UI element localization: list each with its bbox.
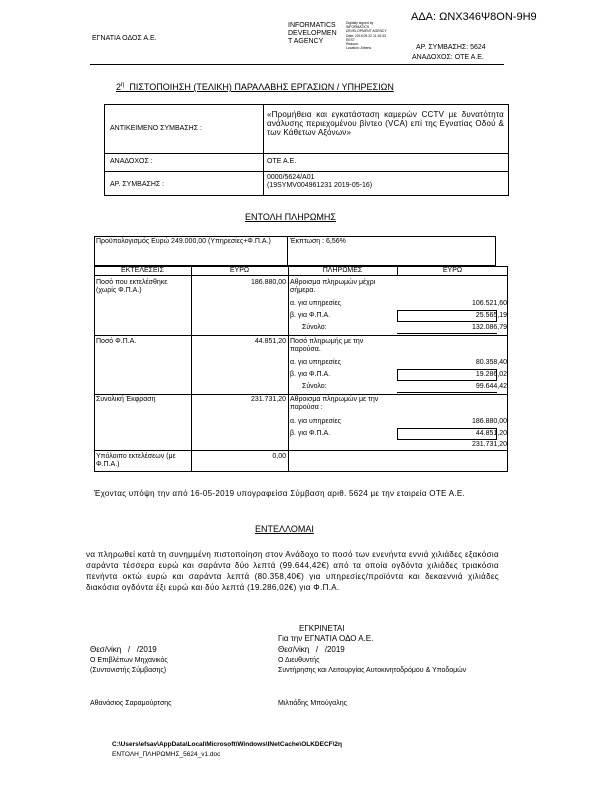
sum-value: 132.086,79 <box>471 324 507 331</box>
payment-order-title: ΕΝΤΟΛΗ ΠΛΗΡΩΜΗΣ <box>245 212 336 222</box>
payments-to-date-heading: Αθροισμα πληρωμών μέχρι σήμερα. <box>290 279 376 294</box>
vat-amount-value: 44.851,20 <box>254 338 286 345</box>
remaining-value: 0,00 <box>272 453 286 460</box>
approved-label: ΕΓΚΡΙΝΕΤΑΙ <box>299 624 345 633</box>
right-role-1: Ο Διευθυντής <box>278 657 320 664</box>
right-role-2: Συντήρησης και Λειτουργίας Αυτοκινητοδρόμου & Υποδομών <box>278 667 467 674</box>
services-value: 186.880,00 <box>471 418 507 425</box>
executed-amount-value: 186.880,00 <box>250 279 286 286</box>
budget-text: Προϋπολογισμός Ευρώ 249.000,00 (Υπηρεσίες+Φ.Π.Α.) <box>96 238 271 245</box>
left-role-2: (Συντονιστής Σύμβασης) <box>90 667 167 674</box>
contract-number-value: 0000/5624/Α01 (19SYMV004961231 2019-05-16) <box>267 174 373 189</box>
discount-text: Έκπτωση : 6,56% <box>290 238 346 245</box>
digital-signature-details: Digitally signed by INFORMATICS DEVELOPMENT AGENCY Date: 2019.05.22 11:15:33 EEST Reason: Location: Athens <box>346 21 387 51</box>
contract-note: Έχοντας υπόψη την από 16-05-2019 υπογραφείσα Σύμβαση αριθ. 5624 με την εταιρεία ΟΤΕ Α.Ε. <box>94 489 466 498</box>
vat-label: β. για Φ.Π.Α. <box>290 312 331 319</box>
header-contractor: ΑΝΑΔΟΧΟΣ: ΟΤΕ Α.Ε. <box>412 54 484 61</box>
header-divider <box>90 64 504 65</box>
left-signer-name: Αθανάσιος Σαραμούρτσης <box>90 700 172 707</box>
order-text: να πληρωθεί κατά τη συνημμένη πιστοποίηση στον Ανάδοχο το ποσό των ενενήντα εννιά χιλιάδες εξακόσια σαράντα τέσσερα ευρώ και σαράντα δύο λεπτά (99.644,42€) από τα οποία ογδόντα χιλιάδες τριακόσια πενήντα οκτώ ευρώ και σαράντα λεπτά (80.358,40€) για υπηρεσίες/προϊόντα και δεκαεννιά χιλιάδες διακόσια ογδόντα έξι ευρώ και δύο λεπτά (19.286,02€) για Φ.Π.Α. <box>86 550 499 592</box>
col-payments: ΠΛΗΡΩΜΕΣ <box>322 267 363 274</box>
vat-amount-label: Ποσό Φ.Π.Α. <box>96 338 137 345</box>
services-label: α. για υπηρεσίες <box>290 359 342 366</box>
sum-value: 231.731,20 <box>471 441 507 448</box>
contractor-label: ΑΝΑΔΟΧΟΣ : <box>110 158 153 165</box>
contractor-value: ΟΤΕ Α.Ε. <box>267 158 297 165</box>
services-value: 80.358,40 <box>475 359 507 366</box>
date-right: Θεσ/νίκη / /2019 <box>278 645 345 654</box>
for-company: Για την ΕΓΝΑΤΙΑ ΟΔΟ Α.Ε. <box>278 634 374 643</box>
services-label: α. για υπηρεσίες <box>290 418 342 425</box>
total-execution-label: Συνολική Έκφραση <box>96 396 156 403</box>
left-role-1: Ο Επιβλέπων Μηχανικός <box>90 657 168 664</box>
vat-value: 25.565,19 <box>475 312 507 319</box>
total-payments-heading: Αθροισμα πληρωμών με την παρούσα : <box>290 396 379 411</box>
document-title: $2^\eta$ ΠΙΣΤΟΠΟΙΗΣΗ (ΤΕΛΙΚΗ) ΠΑΡΑΛΑΒΗΣ ΕΡΓΑΣΙΩΝ / ΥΠΗΡΕΣΙΩΝ <box>116 82 394 92</box>
vat-label: β. για Φ.Π.Α. <box>290 371 331 378</box>
col-euro-2: ΕΥΡΩ <box>442 267 463 274</box>
file-path-footer: C:\Users\efsav\AppData\Local\Microsoft\Windows\INetCache\OLKDECF\2η ΕΝΤΟΛΗ_ΠΛΗΡΩΜΗΣ_5624_v1.doc <box>112 741 343 758</box>
date-left: Θεσ/νίκη / /2019 <box>90 645 157 654</box>
remaining-label: Υπόλοιπο εκτελέσεων (με Φ.Π.Α.) <box>96 453 176 468</box>
sum-label: Σύνολο: <box>302 383 327 390</box>
subject-value: «Προμήθεια και εγκατάσταση καμερών CCTV με δυνατότητα ανάλυσης περιεχομένου βίντεο (VCA) επί της Εγνατίας Οδού & των Κάθετων Αξόνων» <box>267 110 504 137</box>
subject-label: ΑΝΤΙΚΕΙΜΕΝΟ ΣΥΜΒΑΣΗΣ : <box>110 125 202 132</box>
order-title: ΕΝΤΕΛΛΟΜΑΙ <box>255 524 314 534</box>
total-execution-value: 231.731,20 <box>250 396 286 403</box>
header-contract-number: ΑΡ. ΣΥΜΒΑΣΗΣ: 5624 <box>416 44 486 51</box>
ada-code: ΑΔΑ: ΩΝΧ346Ψ8ΟΝ-9Η9 <box>411 11 537 23</box>
right-signer-name: Μιλτιάδης Μπούγαλης <box>278 700 347 707</box>
col-euro: ΕΥΡΩ <box>229 267 250 274</box>
sum-value: 99.644,42 <box>475 383 507 390</box>
current-payment-heading: Ποσό πληρωμής με την παρούσα. <box>290 338 364 353</box>
services-value: 106.521,60 <box>471 300 507 307</box>
executed-amount-label: Ποσό που εκτελέσθηκε (χωρίς Φ.Π.Α.) <box>96 279 168 294</box>
col-executions: ΕΚΤΕΛΕΣΕΙΣ <box>121 267 164 274</box>
vat-value: 19.286,02 <box>475 371 507 378</box>
contract-number-label: ΑΡ. ΣΥΜΒΑΣΗΣ : <box>110 181 165 188</box>
signer-name: INFORMATICS DEVELOPMEN T AGENCY <box>288 22 337 45</box>
services-label: α. για υπηρεσίες <box>290 300 342 307</box>
vat-value: 44.851,20 <box>475 430 507 437</box>
sum-label: Σύνολο: <box>302 324 327 331</box>
vat-label: β. για Φ.Π.Α. <box>290 430 331 437</box>
company-name: ΕΓΝΑΤΙΑ ΟΔΟΣ Α.Ε. <box>92 35 157 42</box>
